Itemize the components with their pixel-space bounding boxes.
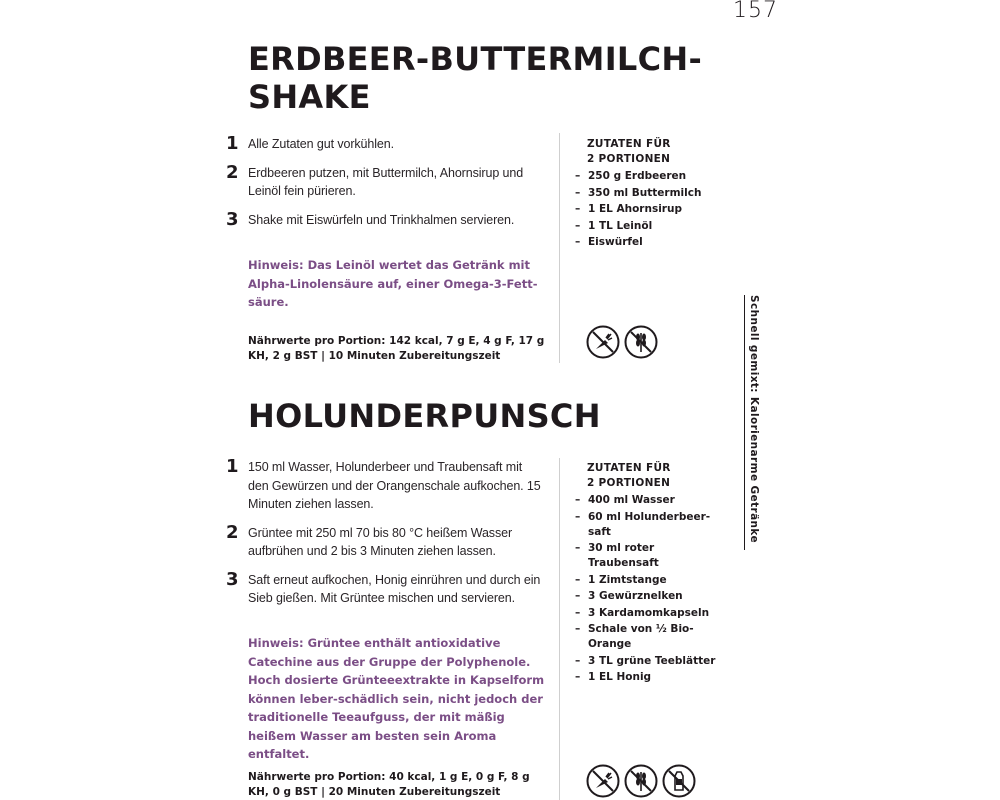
ingredients-heading bbox=[587, 461, 725, 491]
note-text-punch: Hinweis: Grüntee enthält antioxidative Catechine aus der Gruppe der Polyphenole. Hoch dosierte Grünteeextrakte in Kapselform können leber-schädlich sein, nicht jedoch der traditionelle Teeaufguss, der mit mäßig heißem Wasser am besten sein Aroma entfaltet. bbox=[248, 636, 545, 761]
step-number: 3 bbox=[226, 568, 239, 590]
step-number: 1 bbox=[226, 456, 239, 477]
heading-line: ZUTATEN FÜR bbox=[587, 138, 671, 150]
ingredient-item: – 30 ml roter Traubensaft bbox=[575, 541, 725, 571]
ingredient-item: – 3 Kardamomkapseln bbox=[575, 606, 725, 621]
ingredient-item: – 3 TL grüne Teeblätter bbox=[575, 654, 725, 669]
ingredients-list bbox=[575, 493, 725, 685]
ingredients-panel-punch bbox=[575, 461, 725, 687]
ingredients-panel-shake bbox=[575, 137, 725, 252]
step-text: Grüntee mit 250 ml 70 bis 80 °C heißem Wasser aufbrühen und 2 bis 3 Minuten ziehen lassen. bbox=[248, 525, 513, 558]
step-item bbox=[226, 161, 546, 201]
ingredient-item: – 1 EL Honig bbox=[575, 670, 725, 685]
ingredient-item: – Schale von ½ Bio-Orange bbox=[575, 622, 725, 652]
step-item bbox=[226, 521, 546, 561]
diet-icons-punch bbox=[586, 764, 696, 798]
ingredient-item: – 400 ml Wasser bbox=[575, 493, 725, 508]
no-wheat-icon bbox=[624, 764, 658, 798]
steps-list-punch bbox=[226, 458, 546, 618]
title-line: ERDBEER-BUTTERMILCH- bbox=[248, 40, 703, 78]
step-number: 2 bbox=[226, 161, 239, 183]
step-item bbox=[226, 208, 546, 230]
column-divider bbox=[559, 458, 560, 800]
note-text-shake: Hinweis: Das Leinöl wertet das Getränk mit Alpha-Linolensäure auf, einer Omega-3-Fett-säure. bbox=[248, 258, 538, 309]
step-text: 150 ml Wasser, Holunderbeer und Traubensaft mit den Gewürzen und der Orangenschale aufkochen. 15 Minuten ziehen lassen. bbox=[248, 460, 541, 511]
ingredient-item: – 350 ml Buttermilch bbox=[575, 186, 725, 201]
ingredient-item: – 1 TL Leinöl bbox=[575, 219, 725, 234]
step-item bbox=[226, 135, 546, 154]
ingredient-item: – 1 Zimtstange bbox=[575, 573, 725, 588]
heading-line: 2 PORTIONEN bbox=[587, 153, 671, 165]
step-text: Alle Zutaten gut vorkühlen. bbox=[248, 137, 395, 151]
no-milk-icon bbox=[662, 764, 696, 798]
ingredient-item: – 250 g Erdbeeren bbox=[575, 169, 725, 184]
step-text: Erdbeeren putzen, mit Buttermilch, Ahornsirup und Leinöl fein pürieren. bbox=[248, 165, 524, 198]
ingredient-item: – Eiswürfel bbox=[575, 235, 725, 250]
step-item bbox=[226, 458, 546, 514]
step-number: 2 bbox=[226, 521, 239, 543]
chapter-side-tab bbox=[744, 295, 761, 550]
chapter-title: Schnell gemixt: Kalorienarme Getränke bbox=[748, 295, 760, 544]
column-divider bbox=[559, 133, 560, 363]
step-text: Shake mit Eiswürfeln und Trinkhalmen servieren. bbox=[248, 212, 515, 227]
nutrition-info-shake: Nährwerte pro Portion: 142 kcal, 7 g E, 4 g F, 17 g KH, 2 g BST | 10 Minuten Zubereitungszeit bbox=[248, 335, 545, 362]
ingredient-item: – 1 EL Ahornsirup bbox=[575, 202, 725, 217]
no-carrot-icon bbox=[586, 325, 620, 359]
heading-line: ZUTATEN FÜR bbox=[587, 462, 671, 474]
ingredients-list bbox=[575, 169, 725, 250]
step-number: 1 bbox=[226, 133, 239, 154]
ingredient-item: – 60 ml Holunderbeer-saft bbox=[575, 510, 725, 540]
step-item bbox=[226, 568, 546, 608]
title-line: SHAKE bbox=[248, 78, 371, 116]
page-number: 157 bbox=[733, 0, 778, 23]
step-text: Saft erneut aufkochen, Honig einrühren und durch ein Sieb gießen. Mit Grüntee mischen und servieren. bbox=[248, 572, 541, 605]
diet-icons-shake bbox=[586, 325, 658, 359]
ingredient-item: – 3 Gewürznelken bbox=[575, 589, 725, 604]
nutrition-info-punch: Nährwerte pro Portion: 40 kcal, 1 g E, 0 g F, 8 g KH, 0 g BST | 20 Minuten Zubereitungszeit bbox=[248, 771, 530, 798]
no-wheat-icon bbox=[624, 325, 658, 359]
recipe-title-punch bbox=[248, 397, 601, 435]
step-number: 3 bbox=[226, 208, 239, 230]
no-carrot-icon bbox=[586, 764, 620, 798]
heading-line: 2 PORTIONEN bbox=[587, 477, 671, 489]
recipe-title-shake bbox=[248, 40, 702, 116]
title-line: HOLUNDERPUNSCH bbox=[248, 397, 601, 435]
steps-list-shake bbox=[226, 135, 546, 239]
ingredients-heading bbox=[587, 137, 725, 167]
